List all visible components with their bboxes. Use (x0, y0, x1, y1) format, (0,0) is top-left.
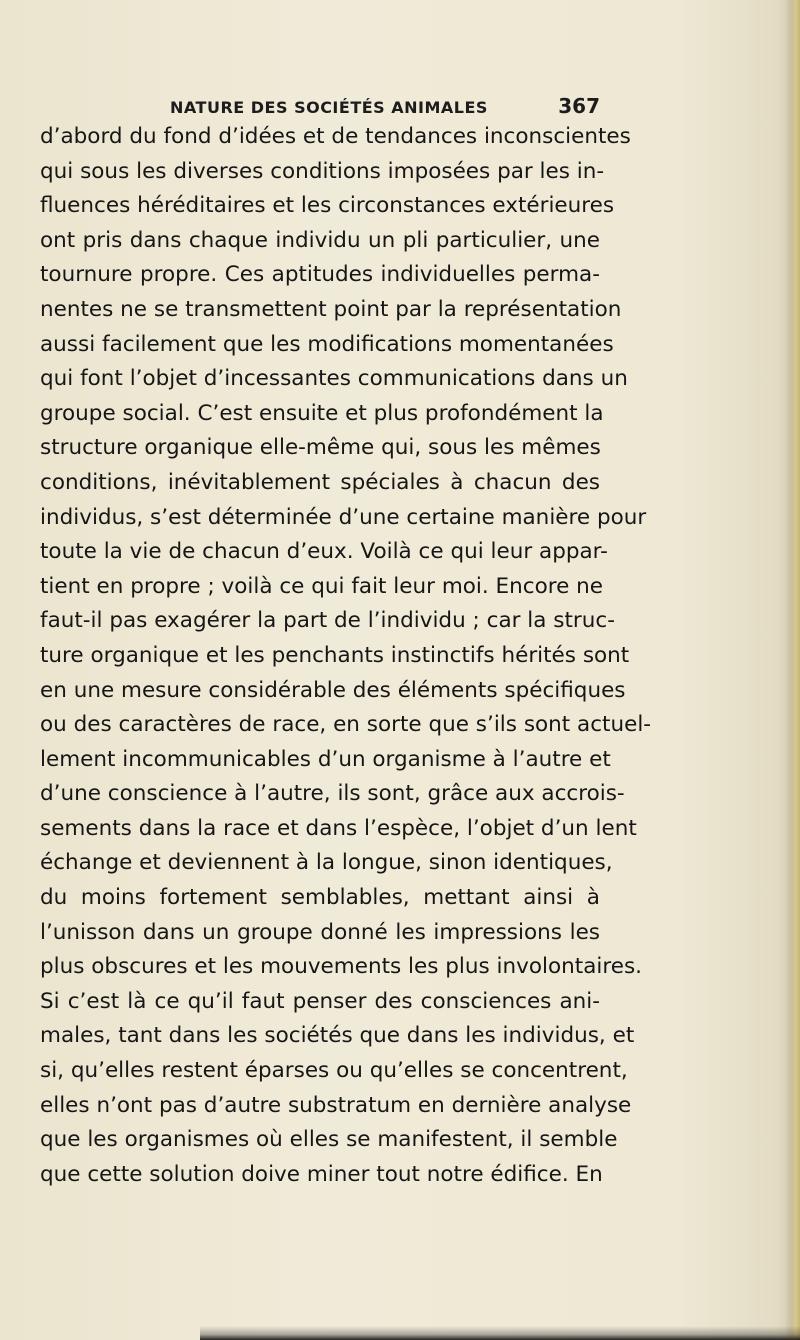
text-line: structure organique elle-même qui, sous les mêmes (40, 435, 601, 461)
text-line: aussi facilement que les modifications momentanées (40, 331, 614, 357)
text-line: groupe social. C’est ensuite et plus profondément la (40, 400, 604, 426)
text-line: que les organismes où elles se manifestent, il semble (40, 1127, 618, 1153)
text-line: d’une conscience à l’autre, ils sont, grâce aux accrois- (40, 781, 625, 807)
body-text (40, 120, 652, 1192)
text-line: Si c’est là ce qu’il faut penser des consciences ani- (40, 988, 600, 1014)
text-line: fluences héréditaires et les circonstances extérieures (40, 193, 615, 219)
text-line: conditions, inévitablement spéciales à chacun des (40, 469, 600, 495)
text-line: toute la vie de chacun d’eux. Voilà ce qui leur appar- (40, 539, 608, 565)
text-line: l’unisson dans un groupe donné les impressions les (40, 919, 600, 945)
text-line: que cette solution doive miner tout notre édifice. En (40, 1161, 603, 1187)
page-number: 367 (558, 94, 600, 118)
text-line: qui font l’objet d’incessantes communications dans un (40, 366, 628, 392)
text-line: sements dans la race et dans l’espèce, l’objet d’un lent (40, 815, 637, 841)
text-line: plus obscures et les mouvements les plus involontaires. (40, 954, 642, 980)
text-line: males, tant dans les sociétés que dans les individus, et (40, 1023, 635, 1049)
text-line: échange et deviennent à la longue, sinon identiques, (40, 850, 613, 876)
text-line: qui sous les diverses conditions imposées par les in- (40, 158, 605, 184)
text-line: tient en propre ; voilà ce qui fait leur moi. Encore ne (40, 573, 604, 599)
text-line: ture organique et les penchants instinctifs hérités sont (40, 642, 630, 668)
text-line: tournure propre. Ces aptitudes individuelles perma- (40, 262, 600, 288)
running-title: NATURE DES SOCIÉTÉS ANIMALES (170, 98, 488, 117)
text-line: individus, s’est déterminée d’une certaine manière pour (40, 504, 647, 530)
text-line: nentes ne se transmettent point par la représentation (40, 296, 622, 322)
text-line: d’abord du fond d’idées et de tendances inconscientes (40, 124, 631, 149)
text-line: du moins fortement semblables, mettant ainsi à (40, 885, 600, 911)
text-line: faut-il pas exagérer la part de l’individu ; car la struc- (40, 608, 615, 634)
text-line: lement incommunicables d’un organisme à l’autre et (40, 746, 611, 772)
text-line: si, qu’elles restent éparses ou qu’elles se concentrent, (40, 1058, 628, 1084)
text-line: ou des caractères de race, en sorte que s’ils sont actuel- (40, 712, 652, 738)
text-line: en une mesure considérable des éléments spécifiques (40, 677, 626, 703)
page-bottom-shadow (200, 1326, 800, 1340)
text-line: ont pris dans chaque individu un pli particulier, une (40, 227, 600, 253)
page-edge (786, 0, 800, 1340)
text-line: elles n’ont pas d’autre substratum en dernière analyse (40, 1092, 632, 1118)
